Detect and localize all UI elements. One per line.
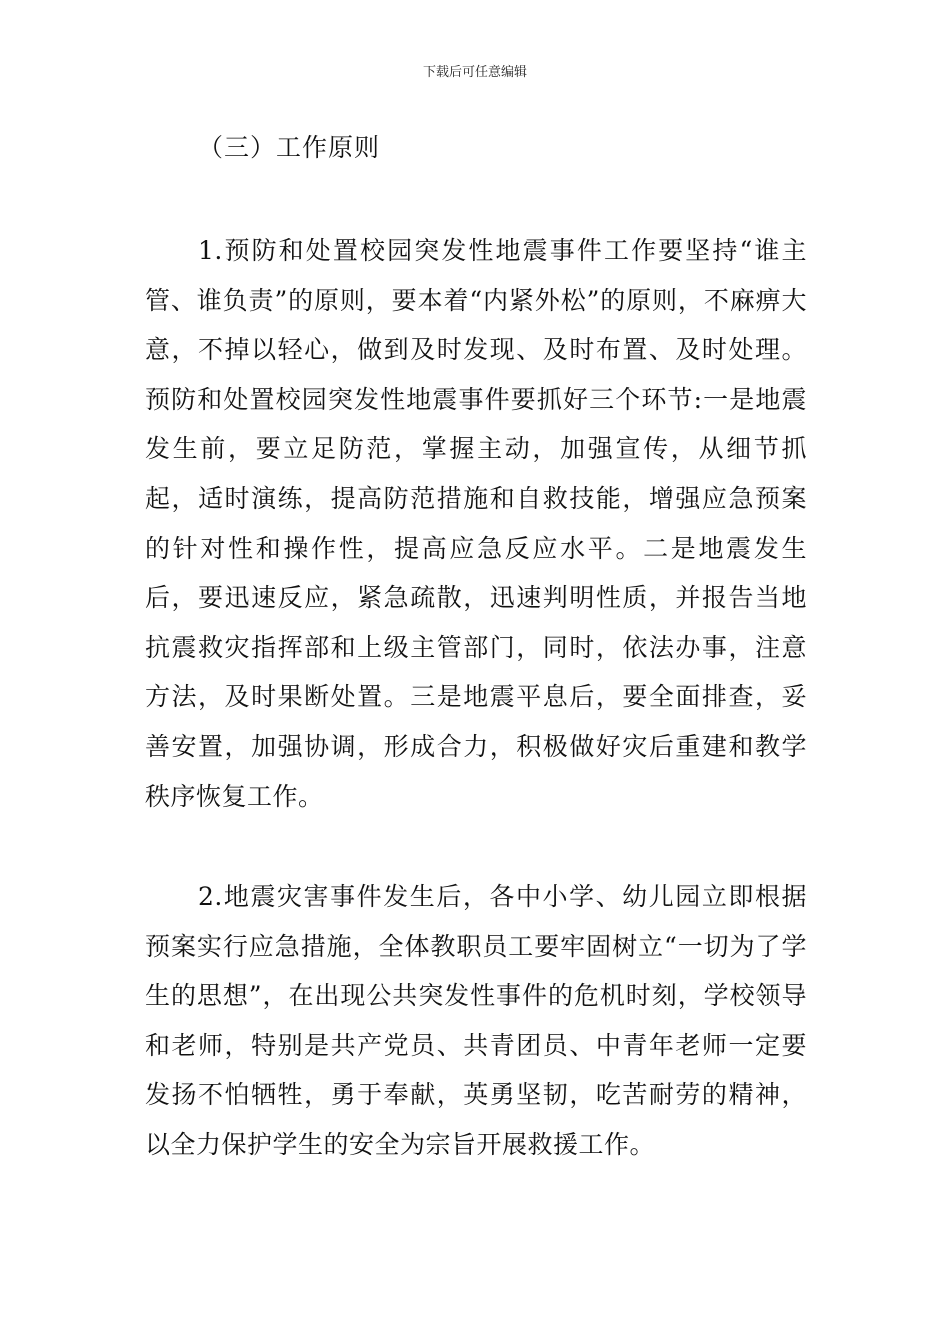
paragraph-2: 2.地震灾害事件发生后，各中小学、幼儿园立即根据预案实行应急措施，全体教职员工要牢固树立“一切为了学生的思想”，在出现公共突发性事件的危机时刻，学校领导和老师，特别是共产党员、共青团员、中青年老师一定要发扬不怕牺牲，勇于奉献，英勇坚韧，吃苦耐劳的精神，以全力保护学生的安全为宗旨开展救援工作。 bbox=[145, 882, 807, 1159]
section-heading: （三）工作原则 bbox=[198, 133, 381, 162]
header-note: 下载后可任意编辑 bbox=[422, 65, 527, 80]
paragraph-1: 1.预防和处置校园突发性地震事件工作要坚持“谁主管、谁负责”的原则，要本着“内紧外松”的原则，不麻痹大意，不掉以轻心，做到及时发现、及时布置、及时处理。预防和处置校园突发性地震事件要抓好三个环节:一是地震发生前，要立足防范，掌握主动，加强宣传，从细节抓起，适时演练，提高防范措施和自救技能，增强应急预案的针对性和操作性，提高应急反应水平。二是地震发生后，要迅速反应，紧急疏散，迅速判明性质，并报告当地抗震救灾指挥部和上级主管部门，同时，依法办事，注意方法，及时果断处置。三是地震平息后，要全面排查，妥善安置，加强协调，形成合力，积极做好灾后重建和教学秩序恢复工作。 bbox=[145, 236, 807, 811]
